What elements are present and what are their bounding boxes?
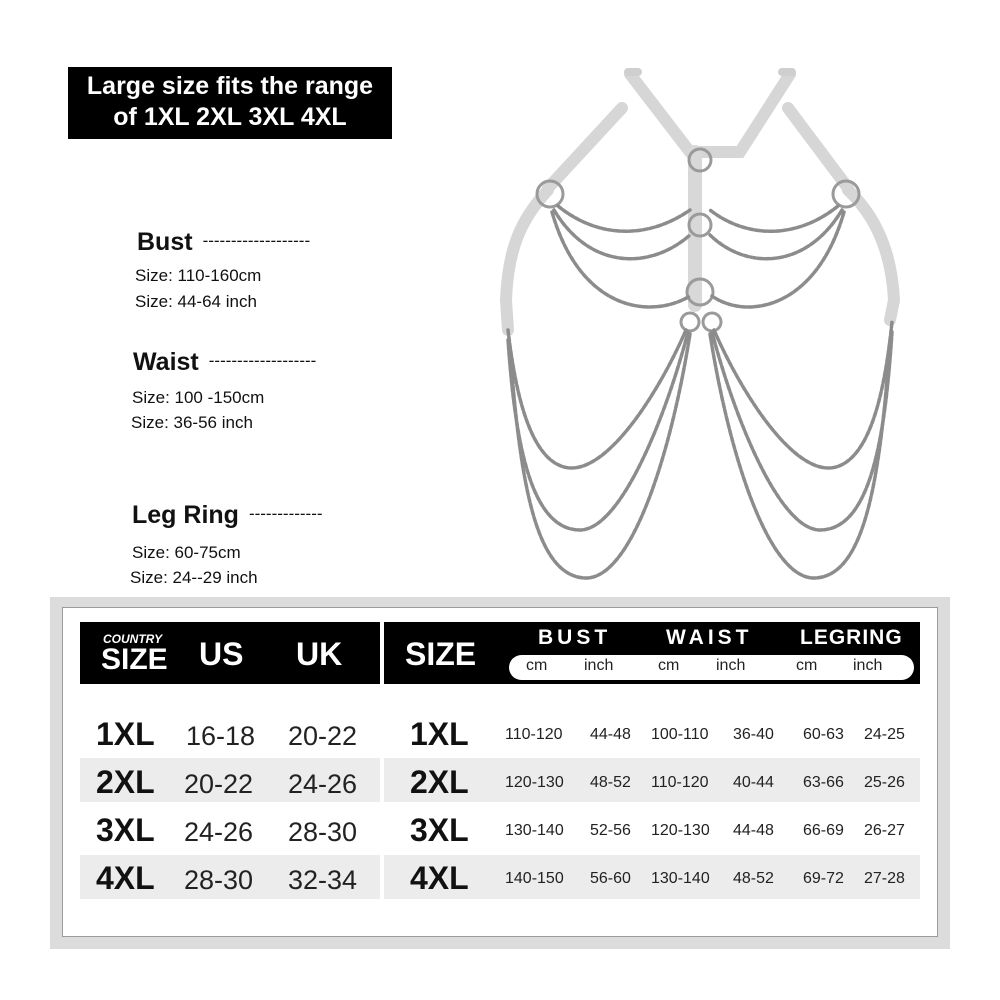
chain-harness-image [490, 60, 910, 590]
unit-leg-inch: inch [853, 657, 883, 674]
row1-waist-cm: 100-110 [651, 726, 709, 743]
row3-size: 3XL [96, 812, 155, 848]
banner-line-2: of 1XL 2XL 3XL 4XL [113, 103, 347, 131]
bust-size-cm: Size: 110-160cm [135, 266, 262, 285]
header-bust: BUST [538, 626, 612, 649]
row1-waist-inch: 36-40 [733, 726, 774, 743]
row2-uk: 24-26 [288, 769, 358, 799]
leg-ring-label: Leg Ring [132, 501, 239, 529]
row2-bust-inch: 48-52 [590, 774, 631, 791]
waist-leader-dashes: ------------------- [208, 351, 317, 370]
row4-leg-inch: 27-28 [864, 870, 905, 887]
row2-leg-cm: 63-66 [803, 774, 844, 791]
row4-leg-cm: 69-72 [803, 870, 844, 887]
leg-ring-leader-dashes: ------------- [248, 504, 323, 523]
unit-waist-cm: cm [658, 657, 680, 674]
unit-bust-inch: inch [584, 657, 614, 674]
row4-bust-cm: 140-150 [505, 870, 564, 887]
row3-leg-cm: 66-69 [803, 822, 844, 839]
bust-size-inch: Size: 44-64 inch [135, 292, 257, 311]
row3-bust-cm: 130-140 [505, 822, 564, 839]
row1-us: 16-18 [186, 721, 256, 751]
header-size-left: SIZE [101, 643, 168, 676]
row4-size-right: 4XL [410, 860, 469, 896]
waist-size-cm: Size: 100 -150cm [132, 388, 265, 407]
header-waist: WAIST [666, 626, 753, 649]
waist-size-inch: Size: 36-56 inch [131, 413, 253, 432]
row4-uk: 32-34 [288, 865, 358, 895]
row1-bust-inch: 44-48 [590, 726, 631, 743]
row4-us: 28-30 [184, 865, 254, 895]
header-country: COUNTRY [103, 632, 163, 646]
waist-title [133, 348, 316, 377]
row2-bust-cm: 120-130 [505, 774, 564, 791]
banner-line-1: Large size fits the range [86, 72, 374, 100]
row3-leg-inch: 26-27 [864, 822, 905, 839]
leg-ring-size-cm: Size: 60-75cm [132, 543, 241, 562]
row3-uk: 28-30 [288, 817, 358, 847]
row2-leg-inch: 25-26 [864, 774, 905, 791]
unit-bust-cm: cm [526, 657, 548, 674]
header-us: US [199, 636, 244, 672]
row3-us: 24-26 [184, 817, 254, 847]
row3-waist-inch: 44-48 [733, 822, 774, 839]
row3-size-right: 3XL [410, 812, 469, 848]
leg-ring-size-inch: Size: 24--29 inch [130, 568, 258, 587]
row3-bust-inch: 52-56 [590, 822, 631, 839]
row1-leg-inch: 24-25 [864, 726, 905, 743]
unit-waist-inch: inch [716, 657, 746, 674]
row1-bust-cm: 110-120 [505, 726, 563, 743]
header-legring: LEGRING [800, 626, 903, 649]
bust-title [137, 228, 310, 257]
row4-size: 4XL [96, 860, 155, 896]
row2-waist-cm: 110-120 [651, 774, 709, 791]
size-range-banner [68, 67, 392, 139]
row2-size-right: 2XL [410, 764, 469, 800]
header-size-right: SIZE [405, 636, 477, 672]
row1-size-right: 1XL [410, 716, 469, 752]
row4-waist-inch: 48-52 [733, 870, 774, 887]
unit-leg-cm: cm [796, 657, 818, 674]
row4-waist-cm: 130-140 [651, 870, 710, 887]
row3-waist-cm: 120-130 [651, 822, 710, 839]
waist-label: Waist [133, 348, 199, 376]
row1-leg-cm: 60-63 [803, 726, 844, 743]
row2-us: 20-22 [184, 769, 254, 799]
bust-leader-dashes: ------------------- [202, 231, 311, 250]
bust-label: Bust [137, 228, 193, 256]
leg-ring-title [132, 501, 323, 530]
row4-bust-inch: 56-60 [590, 870, 631, 887]
row1-size: 1XL [96, 716, 155, 752]
row2-size: 2XL [96, 764, 155, 800]
row2-waist-inch: 40-44 [733, 774, 774, 791]
header-uk: UK [296, 636, 343, 672]
row1-uk: 20-22 [288, 721, 358, 751]
